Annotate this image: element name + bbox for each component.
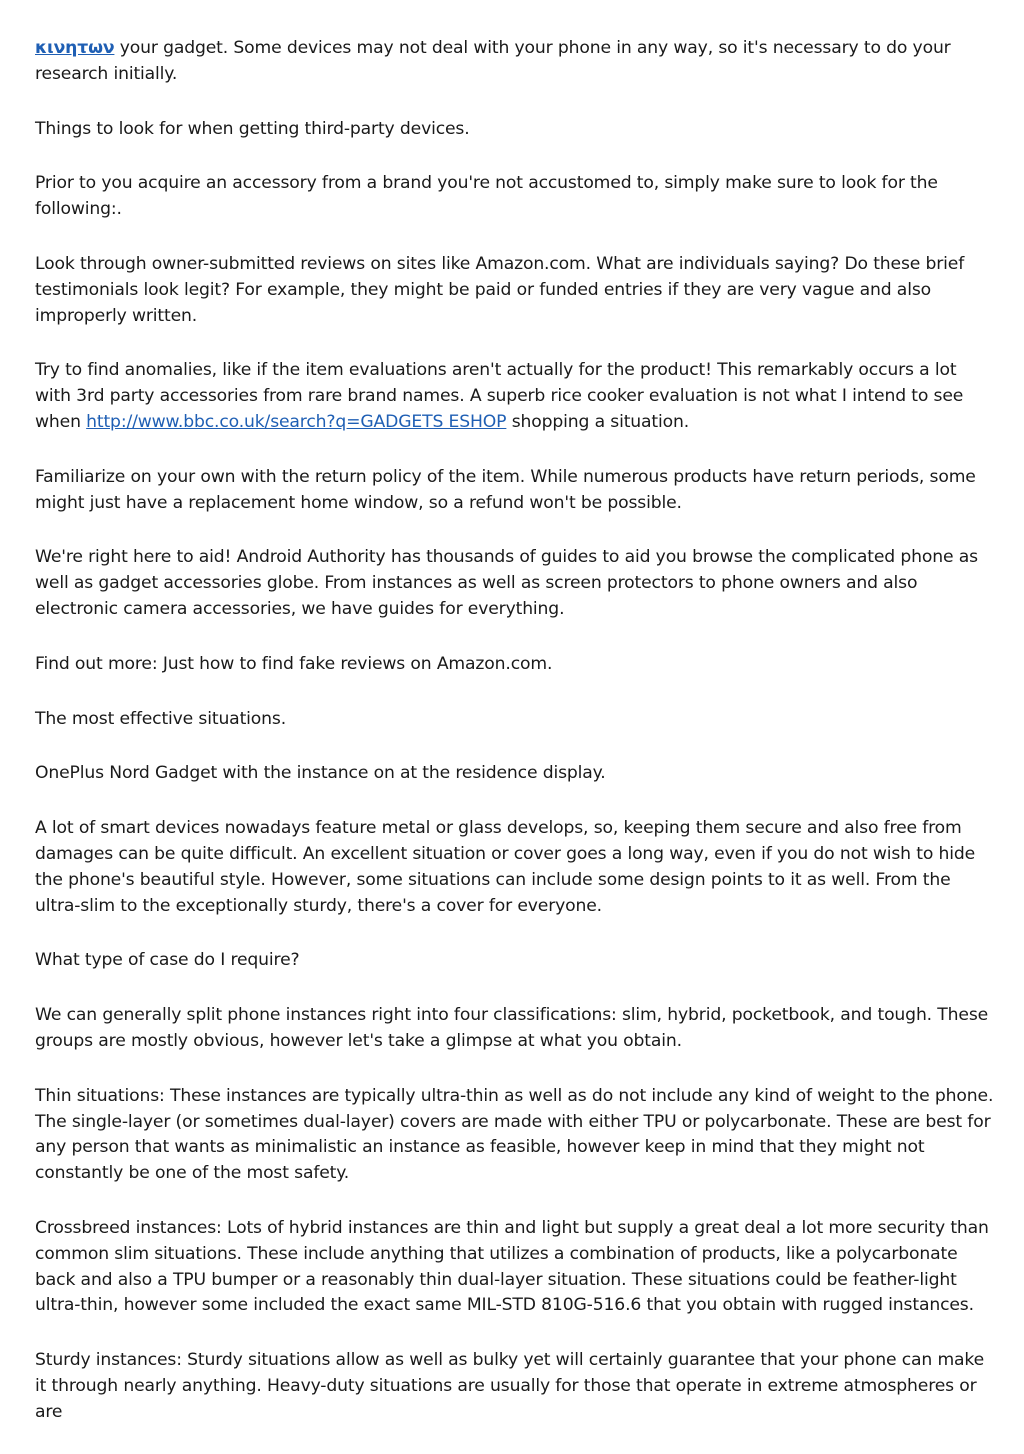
document-body	[35, 36, 995, 1454]
greek-link[interactable]: κινητων	[35, 38, 115, 58]
bbc-search-link[interactable]: http://www.bbc.co.uk/search?q=GADGETS ESHOP	[86, 411, 507, 432]
paragraph-best-situations: The most effective situations.	[35, 708, 287, 729]
paragraph-oneplus-nord: OnePlus Nord Gadget with the instance on at the residence display.	[35, 763, 606, 784]
paragraph-sturdy-cases: Sturdy instances: Sturdy situations allow as well as bulky yet will certainly guarantee that your phone can make it through nearly anything. Heavy-duty situations are usually for those that operate in extreme atmospheres or are	[35, 1350, 985, 1422]
paragraph-case-question: What type of case do I require?	[35, 950, 300, 971]
paragraph-hybrid-cases: Crossbreed instances: Lots of hybrid instances are thin and light but supply a great deal a lot more security than common slim situations. These include anything that utilizes a combination of products, like a polycarbonate back and also a TPU bumper or a reasonably thin dual-layer situation. These situations could be feather-light ultra-thin, however some included the exact same MIL-STD 810G-516.6 that you obtain with rugged instances.	[35, 1217, 989, 1316]
paragraph-text: Try to find anomalies, like if the item evaluations aren't actually for the product! This remarkably occurs a lot with 3rd party accessories from rare brand names. A superb rice cooker evaluation is not what I intend to see when	[35, 360, 964, 432]
paragraph-text: shopping a situation.	[506, 411, 690, 432]
paragraph-find-out-more: Find out more: Just how to find fake reviews on Amazon.com.	[35, 653, 553, 674]
paragraph-text: your gadget. Some devices may not deal with your phone in any way, so it's necessary to do your research initially.	[35, 38, 951, 84]
paragraph-four-classifications: We can generally split phone instances right into four classifications: slim, hybrid, pocketbook, and tough. These groups are mostly obvious, however let's take a glimpse at what you obtain.	[35, 1005, 989, 1051]
paragraph-reviews: Look through owner-submitted reviews on sites like Amazon.com. What are individuals saying? Do these brief testimonials look legit? For example, they might be paid or funded entries if they are very vague and also improperly written.	[35, 253, 965, 326]
paragraph-anomalies	[35, 358, 995, 435]
paragraph-return-policy: Familiarize on your own with the return policy of the item. While numerous products have return periods, some might just have a replacement home window, so a refund won't be possible.	[35, 466, 976, 513]
paragraph-prior-acquire: Prior to you acquire an accessory from a brand you're not accustomed to, simply make sure to look for the following:.	[35, 173, 938, 220]
paragraph-smart-devices: A lot of smart devices nowadays feature metal or glass develops, so, keeping them secure and also free from damages can be quite difficult. An excellent situation or cover goes a long way, even if you do not wish to hide the phone's beautiful style. However, some situations can include some design points to it as well. From the ultra-slim to the exceptionally sturdy, there's a cover for everyone.	[35, 818, 976, 916]
paragraph-third-party-heading: Things to look for when getting third-party devices.	[35, 118, 470, 139]
paragraph-thin-cases: Thin situations: These instances are typically ultra-thin as well as do not include any kind of weight to the phone. The single-layer (or sometimes dual-layer) covers are made with either TPU or polycarbonate. These are best for any person that wants as minimalistic an instance as feasible, however keep in mind that they might not constantly be one of the most safety.	[35, 1085, 994, 1184]
paragraph-intro	[35, 36, 995, 88]
paragraph-here-to-aid: We're right here to aid! Android Authority has thousands of guides to aid you browse the complicated phone as well as gadget accessories globe. From instances as well as screen protectors to phone owners and also electronic camera accessories, we have guides for everything.	[35, 547, 978, 619]
